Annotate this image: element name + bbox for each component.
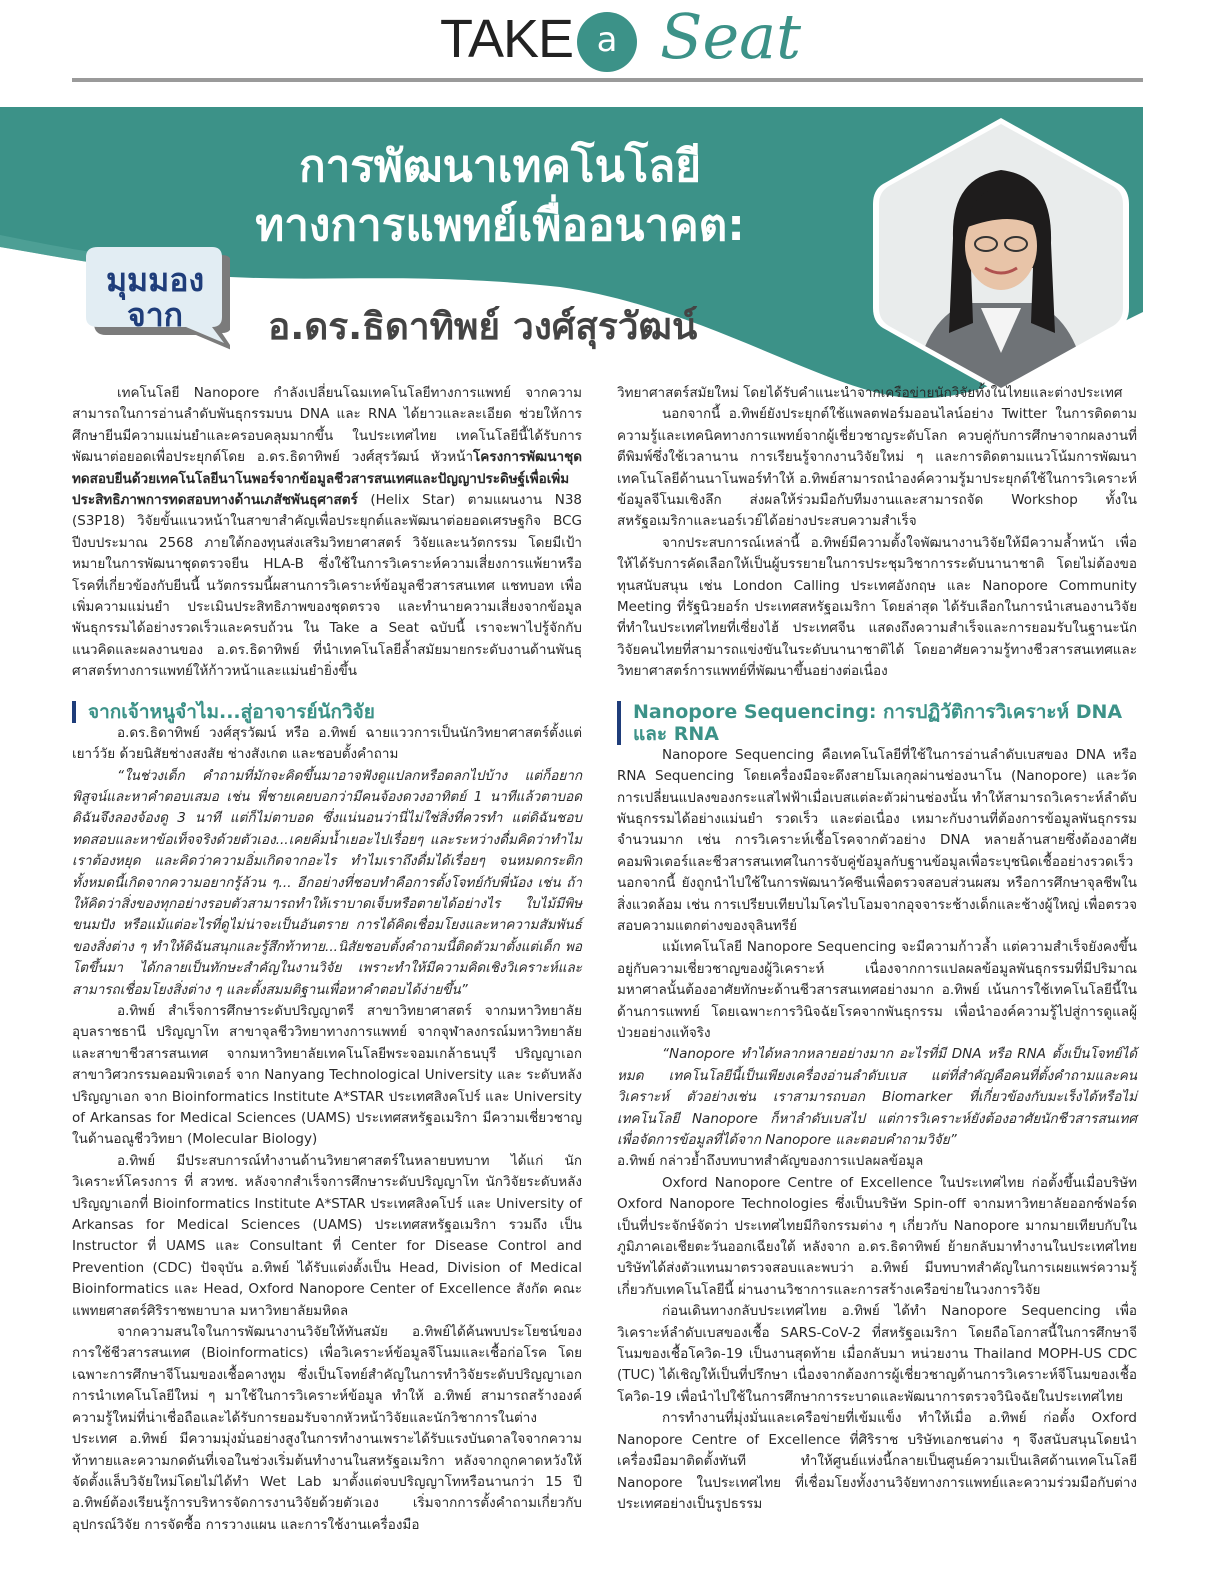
- paragraph: อ.ทิพย์ มีประสบการณ์ทำงานด้านวิทยาศาสตร์ในหลายบทบาท ได้แก่ นักวิเคราะห์โครงการ ที่ สวทช. หลังจากสำเร็จการศึกษาระดับปริญญาโท นักวิจัยระดับหลังปริญญาเอกที่ Bioinformatics Institute A*STAR ประเทศสิงคโปร์ และ University of Arkansas for Medical Sciences (UAMS) ประเทศสหรัฐอเมริกา รวมถึง เป็น Instructor ที่ UAMS และ Consultant ที่ Center for Disease Control and Prevention (CDC) ปัจจุบัน อ.ทิพย์ ได้รับแต่งตั้งเป็น Head, Division of Medical Bioinformatics และ Head, Oxford Nanopore Center of Excellence สังกัด คณะแพทยศาสตร์ศิริราชพยาบาล มหาวิทยาลัยมหิดล: [72, 1152, 582, 1319]
- intro-paragraph: [72, 383, 582, 683]
- paragraph: วิทยาศาสตร์สมัยใหม่ โดยได้รับคำแนะนำจากเครือข่ายนักวิจัยทั้งในไทยและต่างประเทศ: [617, 385, 1123, 401]
- paragraph: อ.ทิพย์ สำเร็จการศึกษาระดับปริญญาตรี สาขาวิทยาศาสตร์ จากมหาวิทยาลัยอุบลราชธานี ปริญญาโท สาขาจุลชีววิทยาทางการแพทย์ จากจุฬาลงกรณ์มหาวิทยาลัย และสาขาชีวสารสนเทศ จากมหาวิทยาลัยเทคโนโลยีพระจอมเกล้าธนบุรี ปริญญาเอกสาขาวิศวกรรมคอมพิวเตอร์ จาก Nanyang Technological University และ ระดับหลังปริญญาเอก จาก Bioinformatics Institute A*STAR ประเทศสิงคโปร์ และ University of Arkansas for Medical Sciences (UAMS) ประเทศสหรัฐอเมริกา มีความเชี่ยวชาญในด้านอณูชีววิทยา (Molecular Biology): [72, 1002, 582, 1148]
- paragraph: จากความสนใจในการพัฒนางานวิจัยให้ทันสมัย อ.ทิพย์ได้ค้นพบประโยชน์ของการใช้ชีวสารสนเทศ (Bioinformatics) เพื่อวิเคราะห์ข้อมูลจีโนมและเชื้อก่อโรค โดยเฉพาะการศึกษาจีโนมของเชื้อคางทูม ซึ่งเป็นโจทย์สำคัญในการทำวิจัยระดับปริญญาเอก การนำเทคโนโลยีใหม่ ๆ มาใช้ในการวิเคราะห์ข้อมูล ทำให้ อ.ทิพย์ สามารถสร้างองค์ความรู้ใหม่ที่น่าเชื่อถือและได้รับการยอมรับจากหัวหน้าวิจัยและนักวิชาการในต่างประเทศ อ.ทิพย์ มีความมุ่งมั่นอย่างสูงในการทำงานเพราะได้รับแรงบันดาลใจจากความท้าทายและความกดดันที่เจอในช่วงเริ่มต้นทำงานในสหรัฐอเมริกา หลังจากถูกคาดหวังให้จัดตั้งแล็บวิจัยใหม่โดยไม่ได้ทำ Wet Lab มาตั้งแต่จบปริญญาโทหรือนานกว่า 15 ปี อ.ทิพย์ต้องเรียนรู้การบริหารจัดการงานวิจัยด้วยตัวเอง เริ่มจากการตั้งคำถามเกี่ยวกับอุปกรณ์วิจัย การจัดซื้อ การวางแผน และการใช้งานเครื่องมือ: [72, 1324, 582, 1533]
- perspective-label-line2: จาก: [126, 296, 184, 334]
- perspective-label-line1: มุมมอง: [105, 261, 205, 299]
- paragraph: Nanopore Sequencing คือเทคโนโลยีที่ใช้ในการอ่านลำดับเบสของ DNA หรือ RNA Sequencing โดยเครื่องมือจะดึงสายโมเลกุลผ่านช่องนาโน (Nanopore) และวัดการเปลี่ยนแปลงของกระแสไฟฟ้าเมื่อเบสแต่ละตัวผ่านช่องนั้น ทำให้สามารถวิเคราะห์ลำดับพันธุกรรมได้อย่างแม่นยำ รวดเร็ว และต่อเนื่อง เหมาะกับงานที่ต้องการข้อมูลพันธุกรรมจำนวนมาก เช่น การวิเคราะห์เชื้อโรคจากตัวอย่าง DNA หลายล้านสายซึ่งต้องอาศัยคอมพิวเตอร์และชีวสารสนเทศในการจับคู่ข้อมูลกับฐานข้อมูลเพื่อระบุชนิดเชื้ออย่างรวดเร็ว นอกจากนี้ ยังถูกนำไปใช้ในการพัฒนาวัคซีนเพื่อตรวจสอบส่วนผสม หรือการศึกษาจุลชีพในสิ่งแวดล้อม เช่น การเปรียบเทียบไมโครไบโอมจากอุจจาระช้างเด็กและช้างผู้ใหญ่ เพื่อตรวจสอบความแตกต่างของจุลินทรีย์: [617, 746, 1137, 934]
- masthead-seat: Seat: [660, 0, 802, 73]
- author-portrait: [873, 118, 1129, 394]
- masthead-take: TAKE: [440, 9, 574, 69]
- intro-text-continued: (Helix Star) ตามแผนงาน N38 (S3P18) วิจัยขั้นแนวหน้าในสาขาสำคัญเพื่อประยุกต์และพัฒนาต่อยอดเศรษฐกิจ BCG ปีงบประมาณ 2568 ภายใต้กองทุนส่งเสริมวิทยาศาสตร์ วิจัยและนวัตกรรม โดยมีเป้าหมายในการพัฒนาชุดตรวจยีน HLA-B ซึ่งใช้ในการวิเคราะห์ความเสี่ยงการแพ้ยาหรือโรคที่เกี่ยวข้องกับยีนนี้ นวัตกรรมนี้ผสานการวิเคราะห์ข้อมูลชีวสารสนเทศ แชทบอท เพื่อเพิ่มความแม่นยำ ประเมินประสิทธิภาพของชุดตรวจ และทำนายความเสี่ยงจากข้อมูลพันธุกรรมได้อย่างรวดเร็วและครบถ้วน ใน Take a Seat ฉบับนี้ เราจะพาไปรู้จักกับแนวคิดและผลงานของ อ.ดร.ธิดาทิพย์ ที่นำเทคโนโลยีล้ำสมัยมายกระดับงานด้านพันธุศาสตร์ทางการแพทย์ให้ก้าวหน้าและแม่นยำยิ่งขึ้น: [72, 492, 582, 680]
- left-column: [72, 383, 582, 1536]
- section-heading-nanopore: Nanopore Sequencing: การปฏิวัติการวิเคราะห์ DNA และ RNA: [617, 701, 1137, 745]
- quote-paragraph: “Nanopore ทำได้หลากหลายอย่างมาก อะไรที่มี DNA หรือ RNA ตั้งเป็นโจทย์ได้หมด เทคโนโลยีนี้เป็นเพียงเครื่องอ่านลำดับเบส แต่ที่สำคัญคือคนที่ตั้งคำถามและคนวิเคราะห์ ตัวอย่างเช่น เราสามารถบอก Biomarker ที่เกี่ยวข้องกับมะเร็งได้หรือไม่ เทคโนโลยี Nanopore ก็หาลำดับเบสไป แต่การวิเคราะห์ยังต้องอาศัยนักชีวสารสนเทศ เพื่อจัดการข้อมูลที่ได้จาก Nanopore และตอบคำถามวิจัย”: [617, 1046, 1137, 1148]
- quote-paragraph: “ในช่วงเด็ก คำถามที่มักจะคิดขึ้นมาอาจฟังดูแปลกหรือตลกไปบ้าง แต่ก็อยากพิสูจน์และหาคำตอบเสมอ เช่น พี่ชายเคยบอกว่ามีคนจ้องดวงอาทิตย์ 1 นาทีแล้วตาบอด ดิฉันจึงลองจ้องดู 3 นาที แต่ก็ไม่ตาบอด ซึ่งแน่นอนว่านี่ไม่ใช่สิ่งที่ควรทำ แต่ดิฉันชอบทดสอบและหาข้อเท็จจริงด้วยตัวเอง...เคยคิ่มน้ำเยอะไปเรื่อยๆ และระหว่างดื่มคิดว่าทำไมเราต้องหยุด และคิดว่าความอิ่มเกิดจากอะไร ทำไมเราถึงดื่มได้เรื่อยๆ จนหมดกระติกทั้งหมดนี้เกิดจากความอยากรู้ล้วน ๆ... อีกอย่างที่ชอบทำคือการตั้งโจทย์กับพี่น้อง เช่น ถ้าให้คิดว่าสิ่งของทุกอย่างรอบตัวสามารถทำให้เราบาดเจ็บหรือตายได้อย่างไร ใบไม้มีพิษ ขนมปัง หรือแม้แต่อะไรที่ดูไม่น่าจะเป็นอันตราย การได้คิดเชื่อมโยงและหาความสัมพันธ์ของสิ่งต่าง ๆ ทำให้ดิฉันสนุกและรู้สึกท้าทาย...นิสัยชอบตั้งคำถามนี้ติดตัวมาตั้งแต่เด็ก พอโตขึ้นมา ได้กลายเป็นทักษะสำคัญในงานวิจัย เพราะทำให้มีความคิดเชิงวิเคราะห์และสามารถเชื่อมโยงสิ่งต่าง ๆ และตั้งสมมติฐานเพื่อหาคำตอบได้ง่ายขึ้น”: [72, 767, 582, 998]
- paragraph: แม้เทคโนโลยี Nanopore Sequencing จะมีความก้าวล้ำ แต่ความสำเร็จยังคงขึ้นอยู่กับความเชี่ยวชาญของผู้วิเคราะห์ เนื่องจากการแปลผลข้อมูลพันธุกรรมที่มีปริมาณมหาศาลนั้นต้องอาศัยทักษะด้านชีวสารสนเทศอย่างมาก อ.ทิพย์ เน้นการใช้เทคโนโลยีนี้ในด้านการแพทย์ โดยเฉพาะการวินิจฉัยโรคจากพันธุกรรม เพื่อนำองค์ความรู้ไปสู่การดูแลผู้ป่วยอย่างแท้จริง: [617, 939, 1137, 1041]
- article-title-line1: การพัฒนาเทคโนโลยี: [298, 141, 702, 192]
- author-name: อ.ดร.ธิดาทิพย์ วงศ์สุรวัฒน์: [268, 305, 698, 348]
- project-name: โครงการพัฒนาชุดทดสอบยีนด้วยเทคโนโลยีนาโนพอร์จากข้อมูลชีวสารสนเทศและปัญญาประดิษฐ์เพื่อเพิ่มประสิทธิภาพการทดสอบทางด้านเภสัชพันธุศาสตร์: [72, 449, 582, 509]
- paragraph: การทำงานที่มุ่งมั่นและเครือข่ายที่เข้มแข็ง ทำให้เมื่อ อ.ทิพย์ ก่อตั้ง Oxford Nanopore Centre of Excellence ที่ศิริราช บริษัทเอกชนต่าง ๆ จึงสนับสนุนโดยนำเครื่องมือมาติดตั้งทันที ทำให้ศูนย์แห่งนี้กลายเป็นศูนย์ความเป็นเลิศด้านเทคโนโลยี Nanopore ในประเทศไทย ที่เชื่อมโยงทั้งงานวิจัยทางการแพทย์และความร่วมมือกับต่างประเทศอย่างเป็นรูปธรรม: [617, 1410, 1137, 1512]
- intro-text: เทคโนโลยี Nanopore กำลังเปลี่ยนโฉมเทคโนโลยีทางการแพทย์ จากความสามารถในการอ่านลำดับพันธุกรรมบน DNA และ RNA ได้ยาวและละเอียด ช่วยให้การศึกษายีนมีความแม่นยำและครอบคลุมมากขึ้น ในประเทศไทย เทคโนโลยีนี้ได้รับการพัฒนาต่อยอดเพื่อประยุกต์โดย อ.ดร.ธิดาทิพย์ วงศ์สุรวัฒน์ หัวหน้า: [72, 385, 582, 466]
- masthead-divider: [72, 78, 1143, 82]
- paragraph: จากประสบการณ์เหล่านี้ อ.ทิพย์มีความตั้งใจพัฒนางานวิจัยให้มีความล้ำหน้า เพื่อให้ได้รับการคัดเลือกให้เป็นผู้บรรยายในการประชุมวิชาการระดับนานาชาติ โดยไม่ต้องขอทุนสนับสนุน เช่น London Calling ประเทศอังกฤษ และ Nanopore Community Meeting ที่รัฐนิวยอร์ก ประเทศสหรัฐอเมริกา โดยล่าสุด ได้รับเลือกในการนำเสนองานวิจัยที่ทำในประเทศไทยที่เซี่ยงไฮ้ ประเทศจีน แสดงถึงความสำเร็จและการยอมรับในฐานะนักวิจัยคนไทยที่สามารถแข่งขันในระดับนานาชาติได้ โดยอาศัยความรู้ทางชีวสารสนเทศและวิทยาศาสตร์การแพทย์ที่พัฒนาขึ้นอย่างต่อเนื่อง: [617, 534, 1137, 680]
- article-title-line2: ทางการแพทย์เพื่ออนาคต:: [255, 200, 745, 251]
- paragraph: Oxford Nanopore Centre of Excellence ในประเทศไทย ก่อตั้งขึ้นเมื่อบริษัท Oxford Nanopore Technologies ซึ่งเป็นบริษัท Spin-off จากมหาวิทยาลัยออกซ์ฟอร์ด เป็นที่ประจักษ์จัดว่า ประเทศไทยมีกิจกรรมต่าง ๆ เกี่ยวกับ Nanopore มากมายเทียบกับในภูมิภาคเอเชียตะวันออกเฉียงใต้ หลังจาก อ.ดร.ธิดาทิพย์ ย้ายกลับมาทำงานในประเทศไทย บริษัทได้ส่งตัวแทนมาตรวจสอบและพบว่า อ.ทิพย์ มีบทบาทสำคัญในการเผยแพร่ความรู้เกี่ยวกับเทคโนโลยีนี้ ผ่านงานวิชาการและการสร้างเครือข่ายในวงการวิจัย: [617, 1174, 1137, 1298]
- right-column: [617, 383, 1137, 1515]
- masthead-a-circle: a: [577, 12, 637, 72]
- paragraph: ก่อนเดินทางกลับประเทศไทย อ.ทิพย์ ได้ทำ Nanopore Sequencing เพื่อวิเคราะห์ลำดับเบสของเชื้อ SARS-CoV-2 ที่สหรัฐอเมริกา โดยถือโอกาสนี้ในการศึกษาจีโนมของเชื้อโควิด-19 เป็นงานสุดท้าย เมื่อกลับมา หน่วยงาน Thailand MOPH-US CDC (TUC) ได้เชิญให้เป็นที่ปรึกษา เนื่องจากต้องการผู้เชี่ยวชาญด้านการวิเคราะห์จีโนมของเชื้อโควิด-19 เพื่อนำไปใช้ในการศึกษาการระบาดและพัฒนาการตรวจวินิจฉัยในประเทศไทย: [617, 1303, 1137, 1405]
- masthead: [0, 0, 1226, 95]
- paragraph: นอกจากนี้ อ.ทิพย์ยังประยุกต์ใช้แพลตฟอร์มออนไลน์อย่าง Twitter ในการติดตามความรู้และเทคนิคทางการแพทย์จากผู้เชี่ยวชาญระดับโลก ควบคู่กับการศึกษาจากผลงานที่ตีพิมพ์ซึ่งใช้เวลานาน การเรียนรู้จากงานวิจัยใหม่ ๆ และการติดตามแนวโน้มการพัฒนาเทคโนโลยีด้านนาโนพอร์ทำให้ อ.ทิพย์สามารถนำองค์ความรู้มาประยุกต์ใช้ในการวิเคราะห์ข้อมูลจีโนมเชิงลึก ส่งผลให้ร่วมมือกับทีมงานและสามารถจัด Workshop ทั้งในสหรัฐอเมริกาและนอร์เวย์ได้อย่างประสบความสำเร็จ: [617, 406, 1137, 530]
- paragraph: อ.ดร.ธิดาทิพย์ วงศ์สุรวัฒน์ หรือ อ.ทิพย์ ฉายแววการเป็นนักวิทยาศาสตร์ตั้งแต่เยาว์วัย ด้วยนิสัยช่างสงสัย ช่างสังเกต และชอบตั้งคำถาม: [72, 724, 582, 763]
- section-heading-childhood: จากเจ้าหนูจำไม...สู่อาจารย์นักวิจัย: [72, 701, 582, 723]
- paragraph: อ.ทิพย์ กล่าวย้ำถึงบทบาทสำคัญของการแปลผลข้อมูล: [617, 1153, 924, 1170]
